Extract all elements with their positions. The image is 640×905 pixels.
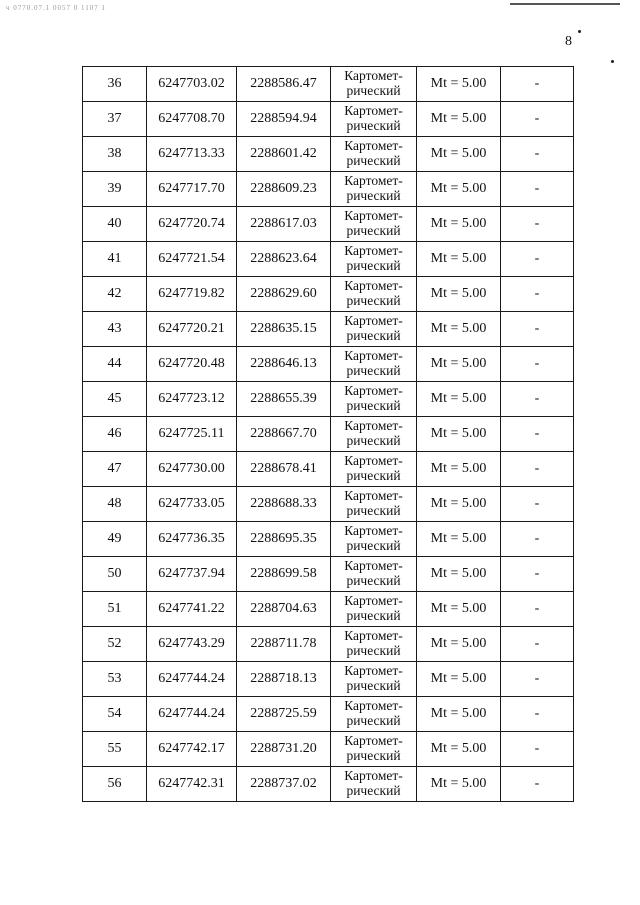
table-row [83,137,574,172]
empty-dash-cell: - [501,347,574,382]
y-coordinate-cell: 2288594.94 [237,102,331,137]
accuracy-cell: Mt = 5.00 [417,382,501,417]
empty-dash-cell: - [501,172,574,207]
table-row [83,767,574,802]
method-cell [331,137,417,172]
method-cell [331,207,417,242]
y-coordinate-cell: 2288646.13 [237,347,331,382]
method-line-2: рический [346,433,401,448]
accuracy-cell: Mt = 5.00 [417,67,501,102]
empty-dash-cell: - [501,67,574,102]
x-coordinate-cell: 6247733.05 [147,487,237,522]
y-coordinate-cell: 2288601.42 [237,137,331,172]
method-cell [331,417,417,452]
point-number-cell: 49 [83,522,147,557]
method-line-2: рический [346,293,401,308]
table-row [83,697,574,732]
method-line-2: рический [346,153,401,168]
x-coordinate-cell: 6247741.22 [147,592,237,627]
accuracy-cell: Mt = 5.00 [417,347,501,382]
y-coordinate-cell: 2288704.63 [237,592,331,627]
accuracy-cell: Mt = 5.00 [417,102,501,137]
method-line-2: рический [346,538,401,553]
method-line-2: рический [346,363,401,378]
point-number-cell: 52 [83,627,147,662]
table-row [83,592,574,627]
y-coordinate-cell: 2288699.58 [237,557,331,592]
method-line-2: рический [346,188,401,203]
y-coordinate-cell: 2288609.23 [237,172,331,207]
method-line-1: Картомет- [344,138,403,154]
method-line-2: рический [346,398,401,413]
method-cell [331,487,417,522]
point-number-cell: 39 [83,172,147,207]
accuracy-cell: Mt = 5.00 [417,452,501,487]
table-row [83,312,574,347]
table-row [83,207,574,242]
method-line-1: Картомет- [344,313,403,329]
method-line-2: рический [346,118,401,133]
empty-dash-cell: - [501,102,574,137]
y-coordinate-cell: 2288725.59 [237,697,331,732]
empty-dash-cell: - [501,277,574,312]
accuracy-cell: Mt = 5.00 [417,277,501,312]
method-line-1: Картомет- [344,453,403,469]
method-cell [331,557,417,592]
y-coordinate-cell: 2288629.60 [237,277,331,312]
table-row [83,417,574,452]
x-coordinate-cell: 6247743.29 [147,627,237,662]
accuracy-cell: Mt = 5.00 [417,242,501,277]
accuracy-cell: Mt = 5.00 [417,417,501,452]
x-coordinate-cell: 6247717.70 [147,172,237,207]
method-line-1: Картомет- [344,173,403,189]
empty-dash-cell: - [501,662,574,697]
point-number-cell: 37 [83,102,147,137]
method-line-1: Картомет- [344,523,403,539]
method-line-2: рический [346,258,401,273]
method-cell [331,382,417,417]
x-coordinate-cell: 6247737.94 [147,557,237,592]
method-line-1: Картомет- [344,768,403,784]
table-row [83,172,574,207]
point-number-cell: 48 [83,487,147,522]
point-number-cell: 42 [83,277,147,312]
method-line-1: Картомет- [344,488,403,504]
point-number-cell: 47 [83,452,147,487]
method-cell [331,767,417,802]
table-row [83,487,574,522]
x-coordinate-cell: 6247719.82 [147,277,237,312]
method-line-1: Картомет- [344,418,403,434]
x-coordinate-cell: 6247723.12 [147,382,237,417]
table-row [83,102,574,137]
method-line-1: Картомет- [344,103,403,119]
method-line-2: рический [346,468,401,483]
accuracy-cell: Mt = 5.00 [417,732,501,767]
x-coordinate-cell: 6247708.70 [147,102,237,137]
empty-dash-cell: - [501,627,574,662]
method-cell [331,347,417,382]
method-cell [331,242,417,277]
empty-dash-cell: - [501,452,574,487]
method-cell [331,697,417,732]
method-line-2: рический [346,223,401,238]
y-coordinate-cell: 2288623.64 [237,242,331,277]
method-cell [331,312,417,347]
table-row [83,557,574,592]
method-line-1: Картомет- [344,208,403,224]
empty-dash-cell: - [501,382,574,417]
method-line-2: рический [346,678,401,693]
table-row [83,67,574,102]
method-cell [331,67,417,102]
method-line-1: Картомет- [344,243,403,259]
table-row [83,347,574,382]
empty-dash-cell: - [501,557,574,592]
accuracy-cell: Mt = 5.00 [417,207,501,242]
x-coordinate-cell: 6247744.24 [147,697,237,732]
y-coordinate-cell: 2288667.70 [237,417,331,452]
y-coordinate-cell: 2288678.41 [237,452,331,487]
scan-dot [578,30,581,33]
y-coordinate-cell: 2288586.47 [237,67,331,102]
method-line-1: Картомет- [344,733,403,749]
empty-dash-cell: - [501,697,574,732]
x-coordinate-cell: 6247736.35 [147,522,237,557]
accuracy-cell: Mt = 5.00 [417,627,501,662]
scan-edge-mark [510,3,620,5]
accuracy-cell: Mt = 5.00 [417,592,501,627]
x-coordinate-cell: 6247703.02 [147,67,237,102]
point-number-cell: 56 [83,767,147,802]
y-coordinate-cell: 2288695.35 [237,522,331,557]
method-cell [331,102,417,137]
empty-dash-cell: - [501,207,574,242]
method-line-2: рический [346,573,401,588]
accuracy-cell: Mt = 5.00 [417,557,501,592]
x-coordinate-cell: 6247744.24 [147,662,237,697]
y-coordinate-cell: 2288635.15 [237,312,331,347]
method-cell [331,522,417,557]
method-line-2: рический [346,608,401,623]
y-coordinate-cell: 2288731.20 [237,732,331,767]
y-coordinate-cell: 2288737.02 [237,767,331,802]
method-cell [331,732,417,767]
method-cell [331,592,417,627]
point-number-cell: 36 [83,67,147,102]
accuracy-cell: Mt = 5.00 [417,172,501,207]
table-row [83,732,574,767]
x-coordinate-cell: 6247730.00 [147,452,237,487]
method-cell [331,452,417,487]
accuracy-cell: Mt = 5.00 [417,522,501,557]
method-line-2: рический [346,83,401,98]
x-coordinate-cell: 6247713.33 [147,137,237,172]
method-line-1: Картомет- [344,348,403,364]
empty-dash-cell: - [501,487,574,522]
x-coordinate-cell: 6247742.17 [147,732,237,767]
method-line-2: рический [346,328,401,343]
accuracy-cell: Mt = 5.00 [417,697,501,732]
coordinates-table-body [83,67,574,802]
method-line-1: Картомет- [344,663,403,679]
point-number-cell: 54 [83,697,147,732]
point-number-cell: 53 [83,662,147,697]
table-row [83,522,574,557]
method-line-2: рический [346,783,401,798]
method-cell [331,172,417,207]
point-number-cell: 38 [83,137,147,172]
y-coordinate-cell: 2288718.13 [237,662,331,697]
point-number-cell: 41 [83,242,147,277]
table-row [83,452,574,487]
table-row [83,242,574,277]
empty-dash-cell: - [501,767,574,802]
point-number-cell: 55 [83,732,147,767]
table-row [83,382,574,417]
accuracy-cell: Mt = 5.00 [417,137,501,172]
x-coordinate-cell: 6247721.54 [147,242,237,277]
accuracy-cell: Mt = 5.00 [417,487,501,522]
empty-dash-cell: - [501,137,574,172]
table-row [83,662,574,697]
method-line-1: Картомет- [344,278,403,294]
point-number-cell: 43 [83,312,147,347]
scan-header-noise: ч 0770.07.1 0057 0 1107 1 [6,4,107,12]
empty-dash-cell: - [501,732,574,767]
y-coordinate-cell: 2288617.03 [237,207,331,242]
empty-dash-cell: - [501,242,574,277]
point-number-cell: 51 [83,592,147,627]
method-cell [331,277,417,312]
method-line-2: рический [346,713,401,728]
method-line-1: Картомет- [344,68,403,84]
scan-dot [611,60,614,63]
point-number-cell: 46 [83,417,147,452]
y-coordinate-cell: 2288711.78 [237,627,331,662]
point-number-cell: 45 [83,382,147,417]
page-number: 8 [565,34,572,49]
accuracy-cell: Mt = 5.00 [417,312,501,347]
point-number-cell: 44 [83,347,147,382]
method-cell [331,662,417,697]
method-line-1: Картомет- [344,698,403,714]
method-line-1: Картомет- [344,628,403,644]
point-number-cell: 40 [83,207,147,242]
empty-dash-cell: - [501,592,574,627]
coordinates-table [82,66,574,802]
accuracy-cell: Mt = 5.00 [417,662,501,697]
y-coordinate-cell: 2288655.39 [237,382,331,417]
table-row [83,277,574,312]
method-cell [331,627,417,662]
accuracy-cell: Mt = 5.00 [417,767,501,802]
method-line-1: Картомет- [344,593,403,609]
y-coordinate-cell: 2288688.33 [237,487,331,522]
empty-dash-cell: - [501,312,574,347]
empty-dash-cell: - [501,522,574,557]
method-line-2: рический [346,503,401,518]
method-line-1: Картомет- [344,558,403,574]
method-line-2: рический [346,748,401,763]
empty-dash-cell: - [501,417,574,452]
x-coordinate-cell: 6247720.21 [147,312,237,347]
method-line-2: рический [346,643,401,658]
x-coordinate-cell: 6247742.31 [147,767,237,802]
table-row [83,627,574,662]
x-coordinate-cell: 6247720.48 [147,347,237,382]
x-coordinate-cell: 6247725.11 [147,417,237,452]
method-line-1: Картомет- [344,383,403,399]
point-number-cell: 50 [83,557,147,592]
x-coordinate-cell: 6247720.74 [147,207,237,242]
